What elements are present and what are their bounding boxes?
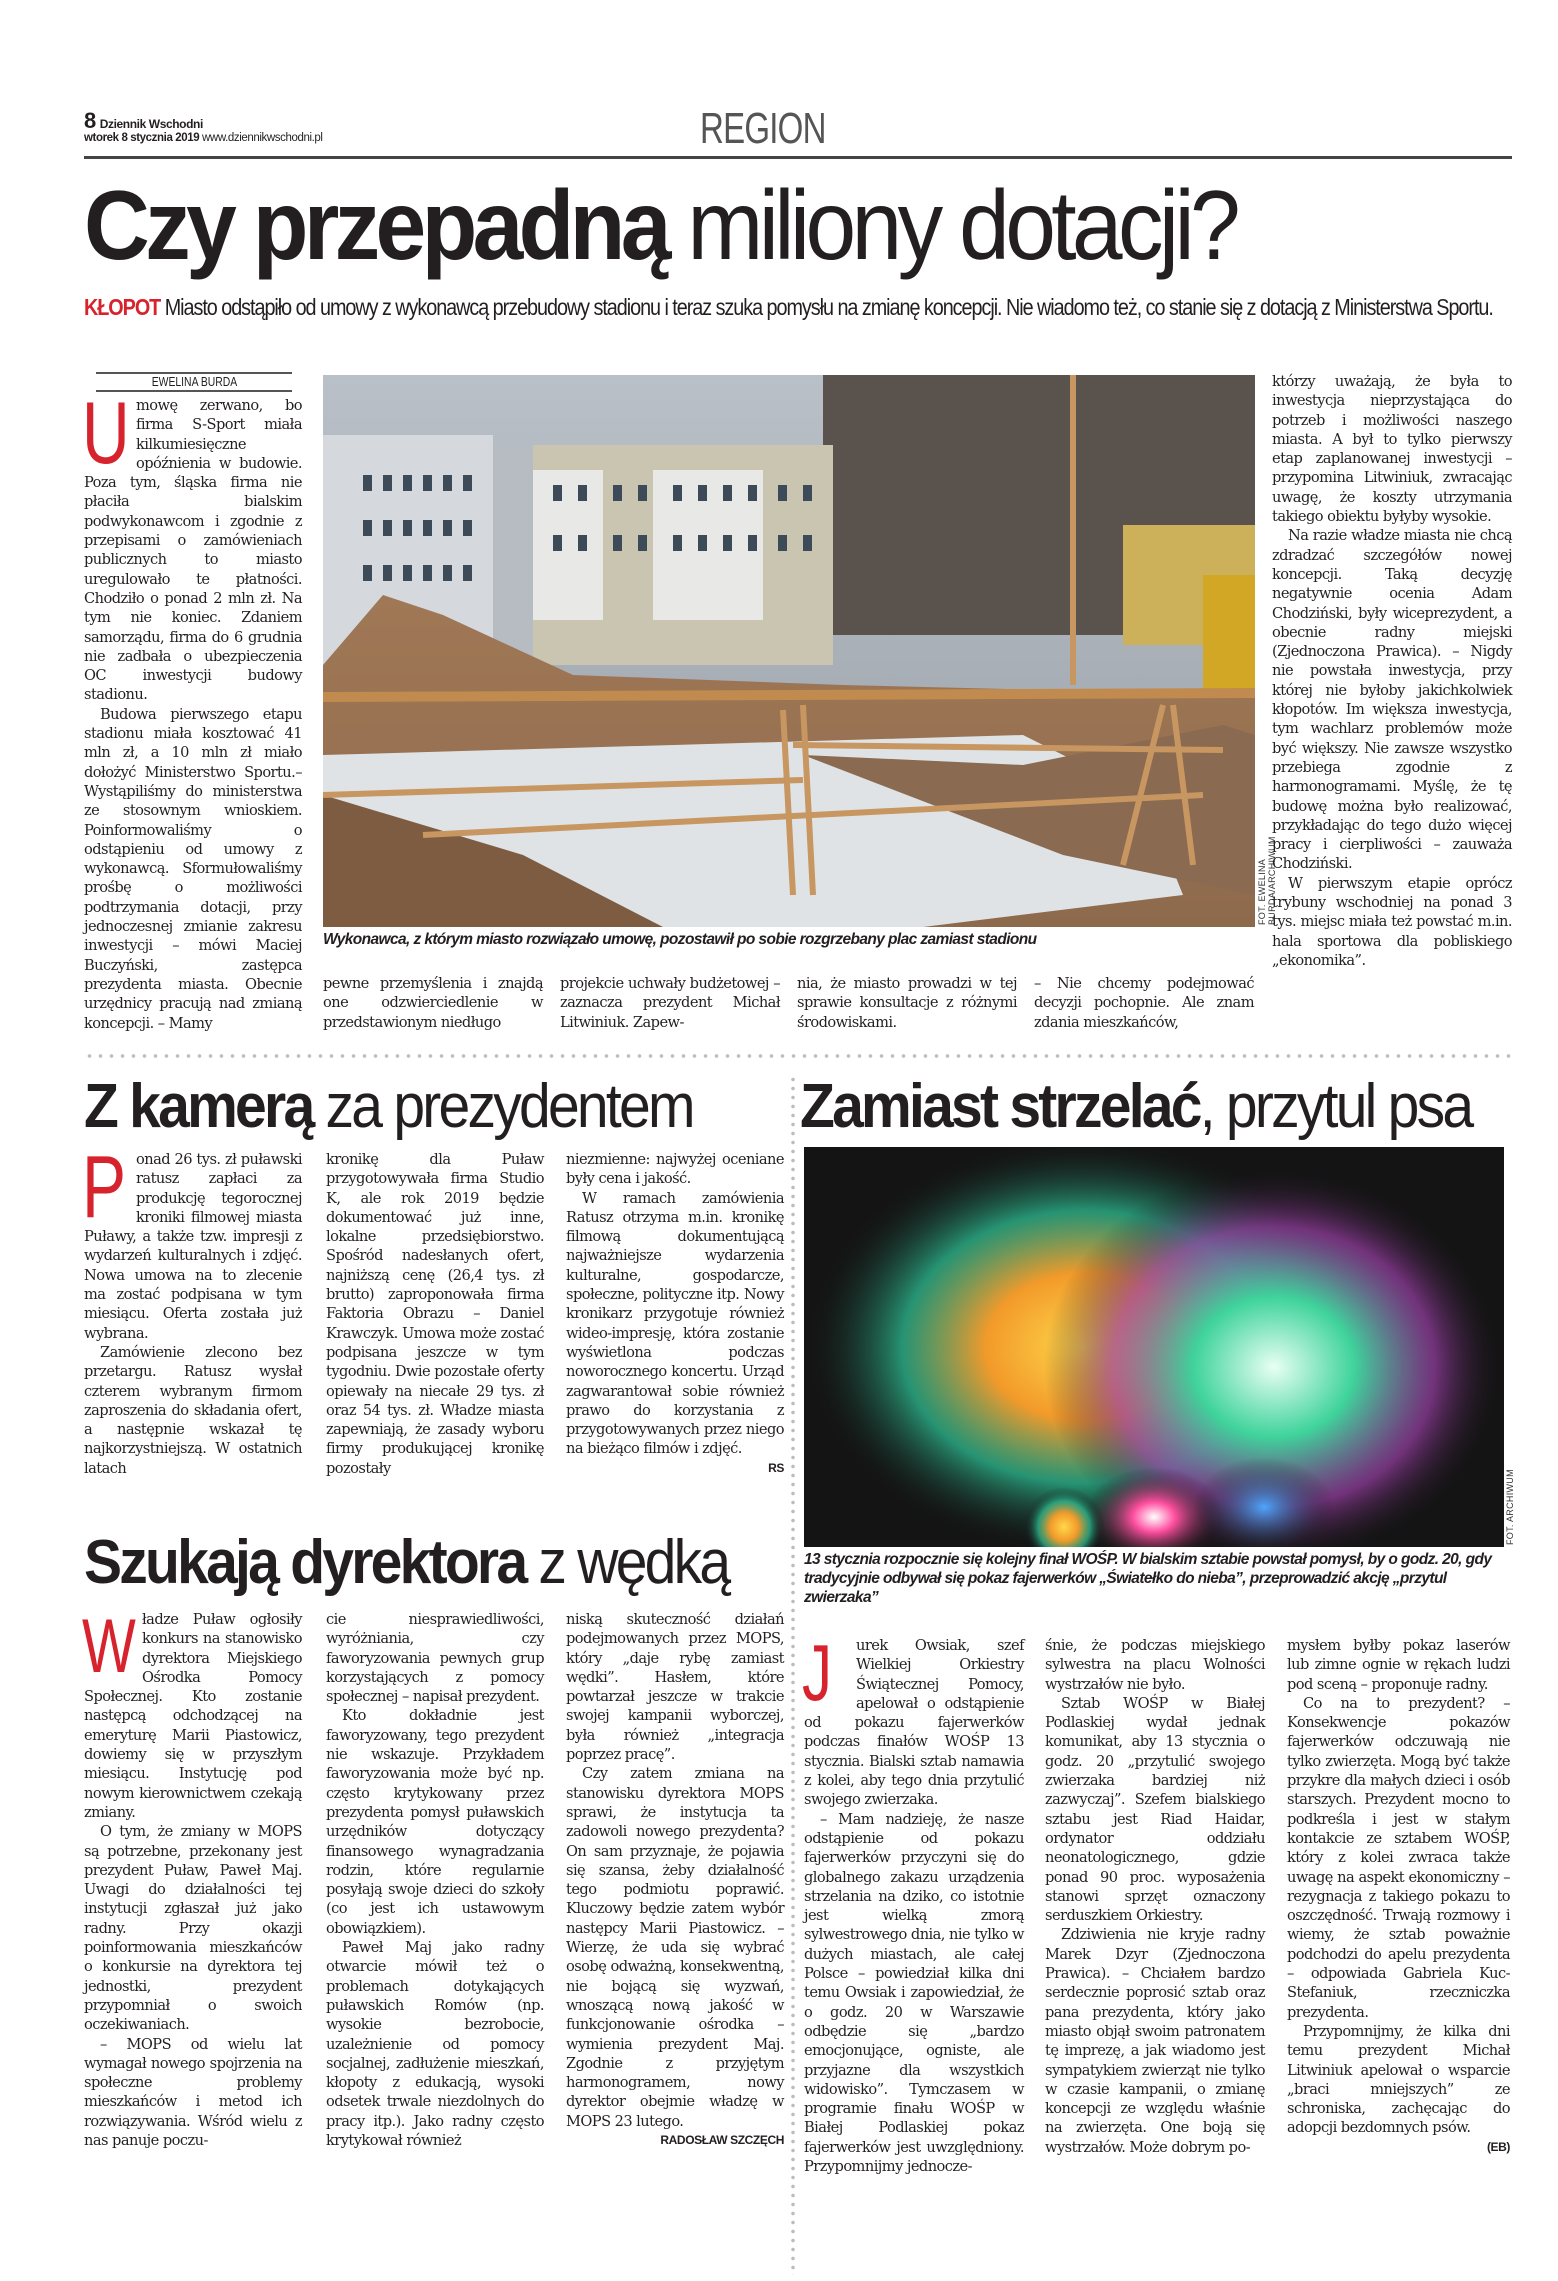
article1-bottom-col3: nia, że miasto prowadzi w tej sprawie konsultacje z różnymi środowiskami. [797, 975, 1017, 1031]
article2-col2: kronikę dla Puław przygotowywała firma Studio K, ale rok 2019 będzie dokumentować już inne, lokalne przedsiębiorstwo. Spośród nadesłanych ofert, najniższą cenę (26,4 tys. zł brutto) zaproponowała firma Faktoria Obrazu – Daniel Krawczyk. Umowa może zostać podpisana jeszcze w tym tygodniu. Dwie pozostałe oferty opiewały na niecałe 29 tys. zł oraz 54 tys. zł. Władze miasta zapewniają, że zasady wyboru firmy produkującej kronikę pozostały [326, 1151, 544, 1477]
article3-col3: mysłem byłby pokaz laserów lub zimne ognie w rękach ludzi pod sceną – proponuje radny. Co na to prezydent? – Konsekwencje pokazów fajerwerków odczuwają nie tylko zwierzęta. Mogą być także przykre dla małych dzieci i osób starszych. Prezydent mocno to podkreśla i jest w stałym kontakcie ze sztabem WOŚP, który z kolei zwraca także uwagę na aspekt ekonomiczny – rezygnacja z takiego pokazu to oszczędność. Trwają rozmowy i wiemy, że sztab poważnie podchodzi do apelu prezydenta – odpowiada Gabriela Kuc-Stefaniuk, rzeczniczka prezydenta. Przypomnijmy, że kilka dni temu prezydent Michał Litwiniuk apelował o wsparcie „braci mniejszych” ze schroniska, zachęcając do adopcji bezdomnych psów. (EB) [1287, 1636, 1510, 2157]
dropcap: J [802, 1628, 832, 1717]
lead-paragraph: KŁOPOT Miasto odstąpiło od umowy z wykonawcą przebudowy stadionu i teraz szuka pomysłu na zmianę koncepcji. Nie wiadomo też, co stanie się z dotacją z Ministerstwa Sportu. [84, 294, 1493, 320]
photo-credit: FOT. ARCHIWUM [1505, 1469, 1515, 1545]
header-rule [84, 156, 1512, 159]
author-signature: RADOSŁAW SZCZĘCH [660, 2133, 784, 2148]
article4-col1: W ładze Puław ogłosiły konkurs na stanowisko dyrektora Miejskiego Ośrodka Pomocy Społecznej. Kto zostanie następcą odchodzącej na emeryturę Marii Piastowicz, dowiemy się w przyszłym miesiącu. Instytucję pod nowym kierownictwem czekają zmiany. O tym, że zmiany w MOPS są potrzebne, przekonany jest prezydent Puław, Paweł Maj. Uwagi do działalności tej instytucji zgłaszał już jako radny. Przy okazji poinformowania mieszkańców o konkursie na dyrektora tej jednostki, prezydent przypomniał o swoich oczekiwaniach. – MOPS od wielu lat wymagał nowego spojrzenia na społeczne problemy mieszkańców i metod ich rozwiązywania. Wśród wielu z nas panuje poczu- [82, 1604, 302, 2150]
website-link[interactable]: www.dziennikwschodni.pl [202, 132, 323, 144]
article1-right-col: którzy uważają, że była to inwestycja nieprzystająca do potrzeb i możliwości naszego miasta. A był to tylko pierwszy etap zaplanowanej inwestycji – przypomina Litwiniuk, zwracając uwagę, że koszty utrzymania takiego obiektu byłyby wysokie. Na razie władze miasta nie chcą zdradzać szczegółów nowej koncepcji. Taką decyzję negatywnie ocenia Adam Chodziński, były wiceprezydent, a obecnie radny miejski (Zjednoczona Prawica). – Nigdy nie powstała inwestycja, przy której nie byłoby jakichkolwiek kłopotów. Im większa inwestycja, tym wachlarz problemów może być większy. Nie zawsze wszystko przebiega zgodnie z harmonogramami. Myślę, że tę budowę można było realizować, przykładając do tego dużo więcej pracy i cierpliwości – zauważa Chodziński. W pierwszym etapie oprócz trybuny wschodniej na ponad 3 tys. miejsc miała też powstać m.in. hala sportowa dla pobliskiego „ekonomika”. [1272, 373, 1512, 969]
article4-headline: Szukają dyrektora z wędką [84, 1528, 729, 1597]
masthead [84, 108, 344, 144]
photo-credit: FOT. EWELINA BURDA/ARCHIWUM [1257, 836, 1277, 925]
article4-col2: cie niesprawiedliwości, wyróżniania, czy faworyzowania pewnych grup korzystających z pomocy społecznej – napisał prezydent. Kto dokładnie jest faworyzowany, tego prezydent nie wskazuje. Przykładem faworyzowania może być np. często krytykowany przez prezydenta pomysł puławskich urzędników dotyczący finansowego wynagradzania rodzin, które regularnie posyłają swoje dzieci do szkoły (co jest ich ustawowym obowiązkiem). Paweł Maj jako radny otwarcie mówił też o problemach dotykających puławskich Romów (np. wysokie bezrobocie, uzależnienie od pomocy socjalnej, zadłużenie mieszkań, kłopoty z edukacją, wysoki odsetek trwale niezdolnych do pracy itp.). Jako radny często krytykował również [326, 1611, 544, 2150]
article1-bottom-col2: projekcie uchwały budżetowej – zaznacza prezydent Michał Litwiniuk. Zapew- [560, 975, 780, 1031]
article3-headline: Zamiast strzelać, przytul psa [800, 1072, 1472, 1141]
author-signature: RS [768, 1460, 784, 1475]
article2-col1: P onad 26 tys. zł puławski ratusz zapłaci za produkcję tegorocznej kroniki filmowej miasta Puławy, a także tzw. impresji z wydarzeń kulturalnych i zdjęć. Nowa umowa na to zlecenie ma zostać podpisana w tym miesiącu. Oferta została już wybrana. Zamówienie zlecono bez przetargu. Ratusz wysłał czterem wybranym firmom zaproszenia do składania ofert, a następnie wskazał tę najkorzystniejszą. W ostatnich latach [82, 1137, 302, 1477]
fireworks-photo [804, 1147, 1504, 1547]
issue-date: wtorek 8 stycznia 2019 [84, 132, 200, 144]
stadium-construction-photo [323, 375, 1255, 927]
page-number: 8 [84, 108, 96, 133]
dropcap: U [82, 383, 130, 482]
dropcap: W [82, 1604, 136, 1689]
article3-col2: śnie, że podczas miejskiego sylwestra na placu Wolności wystrzałów nie było. Sztab WOŚP w Białej Podlaskiej wydał jednak komunikat, aby 13 stycznia o godz. 20 „przytulić swojego zwierzaka bardziej niż zazwyczaj”. Szefem bialskiego sztabu jest Riad Haidar, ordynator oddziału neonatologicznego, gdzie ponad 90 proc. wyposażenia stanowi sprzęt oznaczony serduszkiem Orkiestry. Zdziwienia nie kryje radny Marek Dzyr (Zjednoczona Prawica). – Chciałem bardzo serdecznie poprosić sztab oraz pana prezydenta, który jako miasto objął swoim patronatem tę imprezę, a jak wiadomo jest sympatykiem zwierząt nie tylko w czasie kampanii, o zmianę koncepcji ze względu właśnie na zwierzęta. One boją się wystrzałów. Może dobrym po- [1045, 1637, 1265, 2156]
photo-caption: Wykonawca, z którym miasto rozwiązało umowę, pozostawił po sobie rozgrzebany plac zamiast stadionu [323, 931, 1037, 948]
article1-col1: U mowę zerwano, bo firma S-Sport miała kilkumiesięczne opóźnienia w budowie. Poza tym, śląska firma nie płaciła bialskim podwykonawcom i zgodnie z przepisami o zamówieniach publicznych to miasto uregulowało te płatności. Chodziło o ponad 2 mln zł. Na tym nie koniec. Zdaniem samorządu, firma do 6 grudnia nie zadbała o ubezpieczenia OC inwestycji budowy stadionu. Budowa pierwszego etapu stadionu miała kosztować 41 mln zł, a 10 mln zł miało dołożyć Ministerstwo Sportu.– Wystąpiliśmy do ministerstwa ze stosownym wnioskiem. Poinformowaliśmy o odstąpieniu od umowy z wykonawcą. Sformułowaliśmy prośbę o możliwości podtrzymania dotacji, przy jednoczesnej zmianie zakresu inwestycji – mówi Maciej Buczyński, zastępca prezydenta miasta. Obecnie urzędnicy pracują nad zmianą koncepcji. – Mamy [82, 383, 302, 1032]
article2-headline: Z kamerą za prezydentem [84, 1072, 693, 1141]
article2-col3: niezmienne: najwyżej oceniane były cena i jakość. W ramach zamówienia Ratusz otrzyma m.in. kronikę filmową dokumentującą najważniejsze wydarzenia kulturalne, gospodarcze, społeczne, polityczne itp. Nowy kronikarz przygotuje również wideo-impresję, która zostanie wyświetlona podczas noworocznego koncertu. Urząd zagwarantował sobie również prawo do korzystania z przygotowywanych przez niego na bieżąco filmów i zdjęć. RS [566, 1150, 784, 1478]
section-label: REGION [700, 104, 826, 153]
main-headline: Czy przepadną miliony dotacji? [84, 170, 1237, 280]
dropcap: P [82, 1137, 126, 1236]
kicker-label: KŁOPOT [84, 294, 161, 320]
fireworks-caption: 13 stycznia rozpocznie się kolejny finał WOŚP. W bialskim sztabie powstał pomysł, by o godz. 20, gdy tradycyjnie odbywał się pokaz fajerwerków „Światełko do nieba”, przeprowadzić akcję „przytul zwierzaka” [804, 1551, 1492, 1606]
article1-bottom-col1: pewne przemyślenia i znajdą one odzwierciedlenie w przedstawionym niedługo [323, 975, 543, 1031]
column-divider [791, 1075, 795, 2275]
article4-col3: niską skuteczność działań podejmowanych przez MOPS, który „daje rybę zamiast wędki”. Hasłem, które powtarzał jeszcze w trakcie swojej kampanii wyborczej, była również „integracja poprzez pracę”. Czy zatem zmiana na stanowisku dyrektora MOPS sprawi, że instytucja ta zadowoli nowego prezydenta? On sam przyznaje, że pojawia się szansa, żeby działalność tego podmiotu poprawić. Kluczowy będzie zatem wybór następcy Marii Piastowicz. – Wierzę, że uda się wybrać osobę odważną, konsekwentną, nie bojącą się wyzwań, wnoszącą nową jakość w funkcjonowanie ośrodka – wymienia prezydent Maj. Zgodnie z przyjętym harmonogramem, nowy dyrektor obejmie władzę w MOPS 23 lutego. RADOSŁAW SZCZĘCH [566, 1610, 784, 2150]
paper-name: Dziennik Wschodni [99, 117, 203, 131]
article3-col1: J urek Owsiak, szef Wielkiej Orkiestry Świątecznej Pomocy, apelował o odstąpienie od pokazu fajerwerków podczas finałów WOŚP 13 stycznia. Bialski sztab namawia z kolei, aby tego dnia przytulić swojego zwierzaka. – Mam nadzieję, że nasze odstąpienie od pokazu fajerwerków przyczyni się do globalnego zakazu urządzenia strzelania na dziko, co istotnie jest wielką zmorą sylwestrowego dnia, nie tylko w dużych miastach, ale całej Polsce – powiedział kilka dni temu Owsiak i zapowiedział, że o godz. 20 w Warszawie odbędzie się „bardzo emocjonujące, ogniste, ale przyjazne dla wszystkich widowisko”. Tymczasem w programie finału WOŚP w Białej Podlaskiej pokaz fajerwerków jest uwzględniony. Przypomnijmy jednocze- [802, 1628, 1024, 2176]
article1-bottom-col4: – Nie chcemy podejmować decyzji pochopnie. Ale znam zdania mieszkańców, [1034, 975, 1254, 1031]
byline: EWELINA BURDA [96, 372, 292, 392]
section-divider [84, 1054, 1512, 1058]
author-signature: (EB) [1486, 2139, 1510, 2154]
